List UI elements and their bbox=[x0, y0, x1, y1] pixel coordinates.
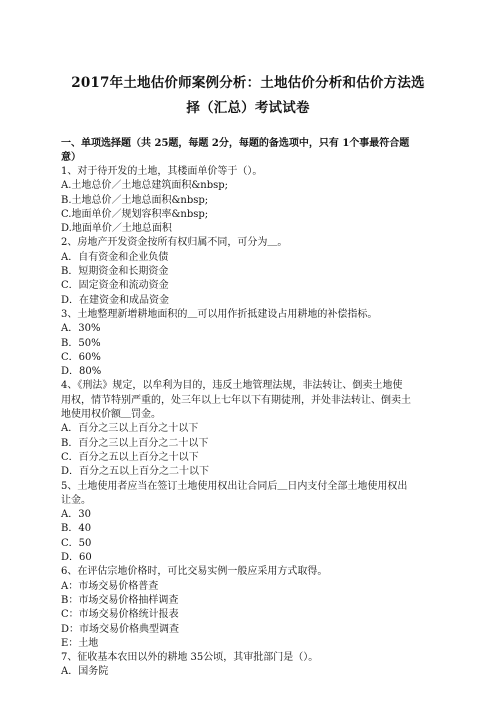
question-1-option-c: C.地面单价／规划容积率&nbsp; bbox=[61, 208, 209, 220]
question-3-option-b: B．50% bbox=[61, 337, 101, 349]
document-title-line-1: 2017年土地估价师案例分析：土地估价分析和估价方法选 bbox=[71, 75, 425, 91]
question-4-option-a: A．百分之三以上百分之十以下 bbox=[61, 423, 199, 435]
question-4-option-d: D．百分之五以上百分之二十以下 bbox=[61, 466, 210, 478]
question-6-option-d: D：市场交易价格典型调查 bbox=[61, 623, 180, 635]
question-2-option-c: C．固定资金和流动资金 bbox=[61, 280, 169, 292]
question-2-stem: 2、房地产开发资金按所有权归属不同，可分为＿。 bbox=[61, 237, 288, 249]
question-3-option-c: C．60% bbox=[61, 351, 101, 363]
question-5-stem-line-1: 5、土地使用者应当在签订土地使用权出让合同后＿日内支付全部土地使用权出 bbox=[61, 480, 408, 492]
question-7-stem: 7、征收基本农田以外的耕地 35公顷，其审批部门是（）。 bbox=[61, 652, 319, 664]
section-header-line-2: 意） bbox=[61, 152, 81, 163]
question-4-stem-line-3: 地使用权价额＿罚金。 bbox=[61, 409, 161, 421]
section-header bbox=[61, 137, 441, 165]
question-2-option-a: A．自有资金和企业负债 bbox=[61, 251, 169, 263]
question-7-option-a: A．国务院 bbox=[61, 666, 109, 678]
question-5-stem-line-2: 让金。 bbox=[61, 494, 91, 506]
question-3-stem: 3、土地整理新增耕地面积的＿可以用作折抵建设占用耕地的补偿指标。 bbox=[61, 308, 378, 320]
document-title-line-2: 择（汇总）考试试卷 bbox=[186, 100, 310, 116]
question-4-option-c: C．百分之五以上百分之十以下 bbox=[61, 451, 199, 463]
question-1-option-d: D.地面单价／土地总面积 bbox=[61, 223, 172, 235]
question-5-option-c: C．50 bbox=[61, 537, 92, 549]
question-6-option-e: E：土地 bbox=[61, 637, 99, 649]
question-6-option-b: B：市场交易价格抽样调查 bbox=[61, 594, 179, 606]
question-5-option-a: A．30 bbox=[61, 509, 91, 521]
question-5-option-b: B．40 bbox=[61, 523, 92, 535]
question-4-stem-line-2: 用权，情节特别严重的，处三年以上七年以下有期徒刑，并处非法转让、倒卖土 bbox=[61, 394, 411, 406]
question-1-option-b: B.土地总价／土地总面积&nbsp; bbox=[61, 194, 209, 206]
question-1-option-a: A.土地总价／土地总建筑面积&nbsp; bbox=[61, 180, 229, 192]
question-2-option-b: B．短期资金和长期资金 bbox=[61, 266, 169, 278]
question-2-option-d: D．在建资金和成品资金 bbox=[61, 294, 170, 306]
question-3-option-d: D．80% bbox=[61, 366, 102, 378]
question-4-option-b: B．百分之三以上百分之二十以下 bbox=[61, 437, 209, 449]
question-6-option-a: A：市场交易价格普查 bbox=[61, 580, 159, 592]
question-list bbox=[61, 165, 441, 680]
question-1-stem: 1、对于待开发的土地，其楼面单价等于（）。 bbox=[61, 166, 263, 177]
question-3-option-a: A．30% bbox=[61, 323, 101, 335]
section-header-line-1: 一、单项选择题（共 25题，每题 2分，每题的备选项中，只有 1个事最符合题 bbox=[61, 138, 410, 149]
question-6-option-c: C：市场交易价格统计报表 bbox=[61, 609, 179, 621]
question-5-option-d: D．60 bbox=[61, 552, 92, 564]
question-6-stem: 6、在评估宗地价格时，可比交易实例一般应采用方式取得。 bbox=[61, 566, 328, 578]
question-4-stem-line-1: 4、《刑法》规定，以牟利为目的，违反土地管理法规，非法转让、倒卖土地使 bbox=[61, 380, 403, 392]
